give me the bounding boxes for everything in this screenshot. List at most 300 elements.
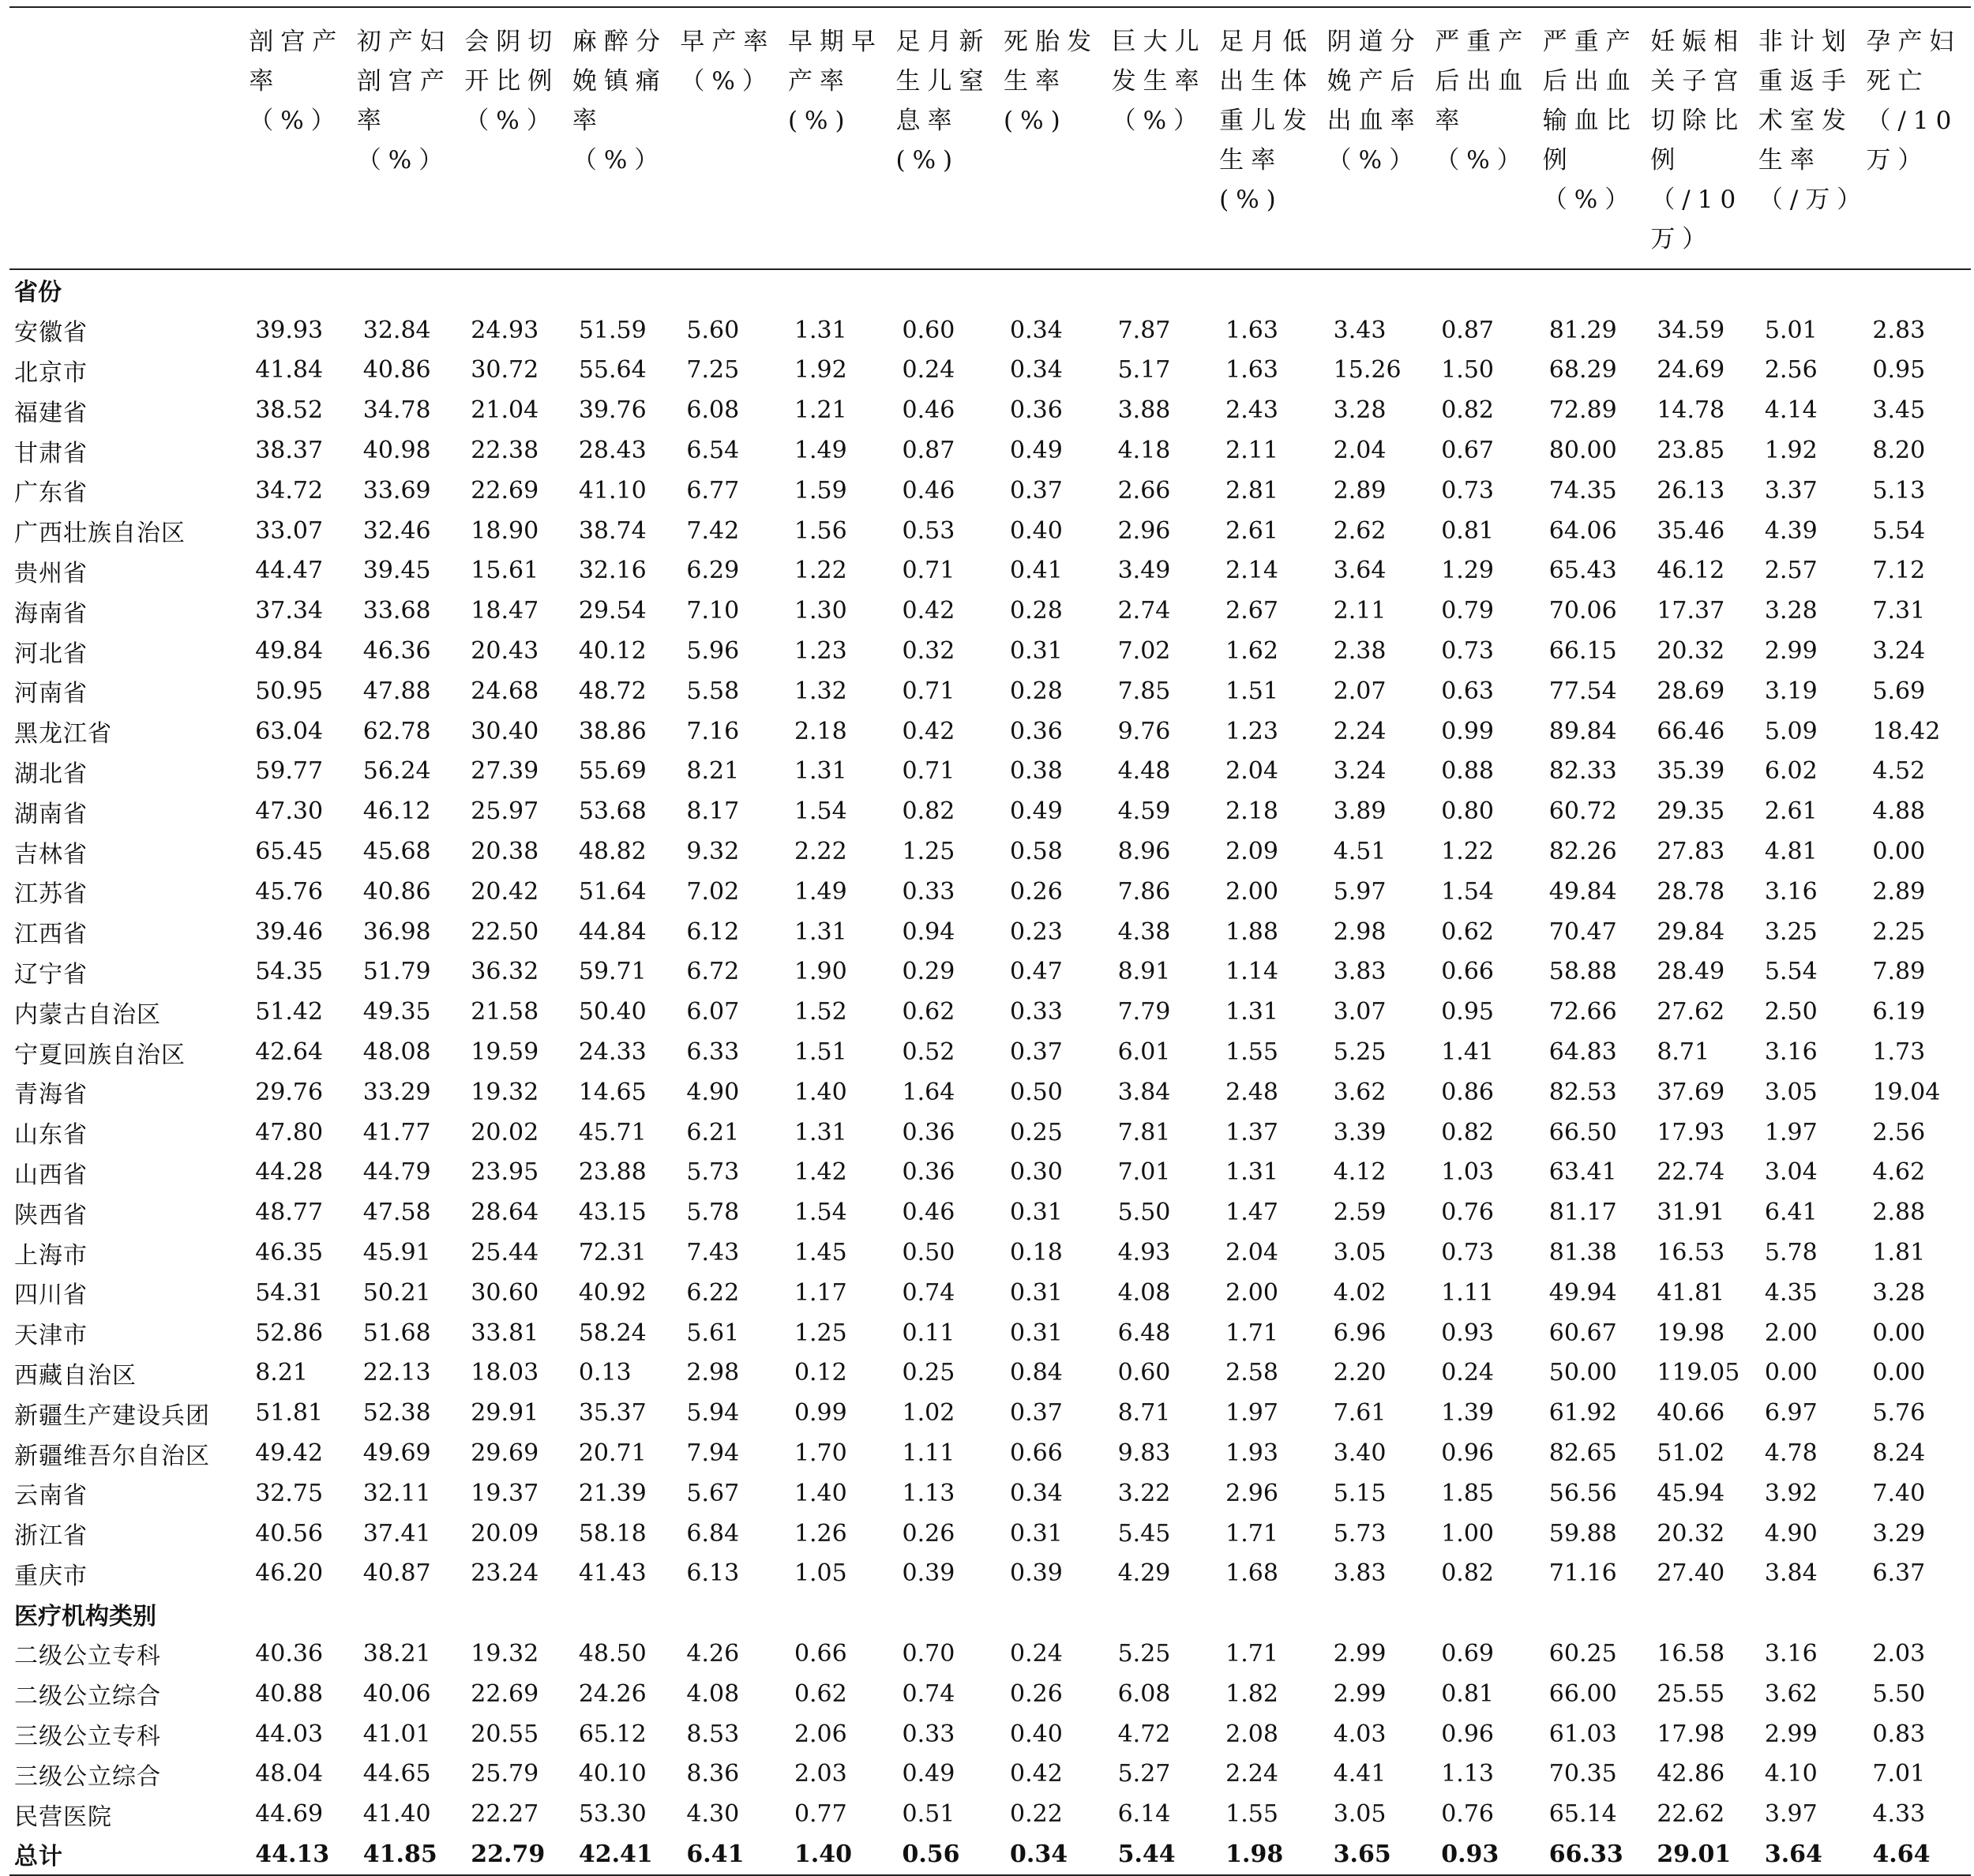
table-row [9, 631, 1971, 671]
table-cell: 1.63 [1225, 316, 1278, 344]
table-cell: 2.06 [794, 1720, 847, 1748]
table-cell: 4.30 [686, 1800, 740, 1829]
table-cell: 2.67 [1225, 597, 1278, 625]
table-cell: 18.42 [1872, 717, 1941, 745]
table-cell: 2.58 [1225, 1359, 1278, 1387]
table-cell: 6.54 [686, 437, 740, 465]
table-cell: 1.32 [794, 677, 847, 705]
row-label: 陕西省 [14, 1201, 88, 1229]
table-cell: 33.68 [362, 597, 431, 625]
table-row [9, 1754, 1971, 1794]
table-cell: 6.14 [1117, 1800, 1171, 1829]
table-cell: 0.00 [1872, 1319, 1926, 1347]
column-header: 初产妇剖宫产率（%） [354, 7, 462, 269]
table-cell: 18.90 [471, 516, 539, 545]
table-cell: 28.78 [1657, 877, 1725, 906]
table-cell: 27.62 [1657, 998, 1725, 1026]
table-cell: 3.37 [1764, 476, 1818, 505]
table-cell: 7.81 [1117, 1118, 1171, 1146]
table-cell: 66.50 [1548, 1118, 1617, 1146]
table-cell: 27.83 [1657, 838, 1725, 866]
table-cell: 0.50 [902, 1239, 955, 1267]
table-cell: 0.22 [1010, 1800, 1063, 1829]
table-cell: 1.45 [794, 1239, 847, 1267]
table-cell: 3.65 [1324, 1834, 1432, 1875]
table-cell: 0.58 [1010, 838, 1063, 866]
table-cell: 6.07 [686, 998, 740, 1026]
table-cell: 64.83 [1548, 1038, 1617, 1067]
table-cell: 65.12 [578, 1720, 647, 1748]
column-header: 足月新生儿窒息率(%) [892, 7, 1000, 269]
row-label: 湖南省 [14, 800, 88, 828]
table-cell: 5.45 [1117, 1519, 1171, 1548]
table-cell: 3.29 [1872, 1519, 1926, 1548]
table-cell: 0.63 [1441, 677, 1495, 705]
table-cell: 0.34 [1010, 316, 1063, 344]
table-cell: 6.19 [1872, 998, 1926, 1026]
table-cell: 41.40 [362, 1800, 431, 1829]
table-cell: 18.03 [471, 1359, 539, 1387]
table-cell: 1.64 [902, 1078, 955, 1106]
table-cell: 0.73 [1441, 1239, 1495, 1267]
table-cell: 4.35 [1764, 1278, 1818, 1307]
table-cell: 2.48 [1225, 1078, 1278, 1106]
table-cell: 22.69 [471, 1679, 539, 1708]
table-cell: 3.45 [1872, 396, 1926, 425]
table-cell: 2.98 [686, 1359, 740, 1387]
table-cell: 0.82 [1441, 396, 1495, 425]
table-cell: 3.64 [1333, 557, 1387, 585]
table-cell: 22.50 [471, 917, 539, 946]
table-cell: 4.78 [1764, 1439, 1818, 1467]
table-cell: 82.26 [1548, 838, 1617, 866]
header-row [9, 7, 1971, 269]
table-cell: 2.38 [1333, 637, 1387, 666]
table-cell: 44.47 [255, 557, 324, 585]
table-cell: 20.32 [1657, 637, 1725, 666]
table-cell: 8.71 [1657, 1038, 1710, 1067]
row-label: 青海省 [14, 1081, 88, 1109]
table-cell: 7.01 [1872, 1760, 1926, 1788]
table-cell: 0.81 [1441, 1679, 1495, 1708]
table-row [9, 1072, 1971, 1112]
table-cell: 3.22 [1117, 1479, 1171, 1507]
table-cell: 2.25 [1872, 917, 1926, 946]
table-cell: 0.62 [1441, 917, 1495, 946]
table-cell: 40.06 [362, 1679, 431, 1708]
table-cell: 0.74 [902, 1679, 955, 1708]
table-cell: 0.24 [1010, 1639, 1063, 1668]
table-cell: 1.62 [1225, 637, 1278, 666]
table-cell: 7.02 [1117, 637, 1171, 666]
table-cell: 5.15 [1333, 1479, 1387, 1507]
table-cell: 48.50 [578, 1639, 647, 1668]
table-cell: 29.91 [471, 1399, 539, 1428]
table-cell: 0.73 [1441, 637, 1495, 666]
table-cell: 5.97 [1333, 877, 1387, 906]
table-cell: 4.12 [1333, 1158, 1387, 1187]
table-cell: 51.42 [255, 998, 324, 1026]
table-cell: 0.36 [1010, 396, 1063, 425]
table-cell: 63.04 [255, 717, 324, 745]
table-cell: 1.22 [1441, 838, 1495, 866]
table-cell: 4.14 [1764, 396, 1818, 425]
table-cell: 7.79 [1117, 998, 1171, 1026]
table-cell: 6.12 [686, 917, 740, 946]
table-cell: 40.56 [255, 1519, 324, 1548]
table-cell: 4.02 [1333, 1278, 1387, 1307]
table-cell: 2.99 [1333, 1639, 1387, 1668]
row-label: 山西省 [14, 1161, 88, 1189]
table-cell: 2.61 [1225, 516, 1278, 545]
table-cell: 34.78 [362, 396, 431, 425]
table-cell: 15.26 [1333, 356, 1402, 385]
table-cell: 1.31 [794, 1118, 847, 1146]
table-cell: 49.42 [255, 1439, 324, 1467]
table-row [9, 390, 1971, 430]
table-cell: 29.69 [471, 1439, 539, 1467]
table-cell: 6.84 [686, 1519, 740, 1548]
table-cell: 2.09 [1225, 838, 1278, 866]
table-cell: 54.31 [255, 1278, 324, 1307]
table-cell: 1.05 [794, 1559, 847, 1588]
table-cell: 66.15 [1548, 637, 1617, 666]
table-cell: 0.40 [1010, 516, 1063, 545]
table-cell: 33.29 [362, 1078, 431, 1106]
table-cell: 41.81 [1657, 1278, 1725, 1307]
table-cell: 5.54 [1764, 958, 1818, 986]
table-cell: 6.33 [686, 1038, 740, 1067]
table-cell: 35.37 [578, 1399, 647, 1428]
table-row [9, 1714, 1971, 1754]
table-cell: 1.49 [794, 877, 847, 906]
table-cell: 0.76 [1441, 1199, 1495, 1227]
table-cell: 0.25 [902, 1359, 955, 1387]
table-cell: 1.97 [1225, 1399, 1278, 1428]
table-cell: 0.31 [1010, 1319, 1063, 1347]
table-cell: 0.26 [1010, 1679, 1063, 1708]
table-cell: 44.28 [255, 1158, 324, 1187]
table-row [9, 752, 1971, 792]
table-cell: 0.94 [902, 917, 955, 946]
table-cell: 0.82 [1441, 1118, 1495, 1146]
table-cell: 41.84 [255, 356, 324, 385]
table-cell: 2.11 [1225, 437, 1278, 465]
table-cell: 1.51 [1225, 677, 1278, 705]
table-cell: 45.76 [255, 877, 324, 906]
row-label: 广西壮族自治区 [14, 520, 186, 548]
table-cell: 4.33 [1872, 1800, 1926, 1829]
table-cell: 1.88 [1225, 917, 1278, 946]
table-cell: 7.02 [686, 877, 740, 906]
table-cell: 64.06 [1548, 516, 1617, 545]
table-cell: 14.65 [578, 1078, 647, 1106]
table-cell: 0.49 [902, 1760, 955, 1788]
table-cell: 23.95 [471, 1158, 539, 1187]
table-cell: 4.18 [1117, 437, 1171, 465]
table-cell: 1.54 [794, 1199, 847, 1227]
table-cell: 0.36 [902, 1118, 955, 1146]
table-cell: 17.98 [1657, 1720, 1725, 1748]
table-cell: 4.08 [1117, 1278, 1171, 1307]
table-cell: 0.49 [1010, 437, 1063, 465]
table-cell: 7.10 [686, 597, 740, 625]
table-cell: 7.12 [1872, 557, 1926, 585]
table-cell: 28.49 [1657, 958, 1725, 986]
table-cell: 8.53 [686, 1720, 740, 1748]
table-cell: 4.64 [1863, 1834, 1971, 1875]
row-label: 总计 [9, 1834, 246, 1875]
table-cell: 1.40 [794, 1479, 847, 1507]
table-cell: 0.49 [1010, 797, 1063, 826]
table-cell: 7.94 [686, 1439, 740, 1467]
header-empty-cell [9, 7, 246, 269]
table-cell: 0.46 [902, 1199, 955, 1227]
table-cell: 3.62 [1333, 1078, 1387, 1106]
table-cell: 25.97 [471, 797, 539, 826]
row-label: 福建省 [14, 399, 88, 427]
table-cell: 0.24 [1441, 1359, 1495, 1387]
table-cell: 1.11 [902, 1439, 955, 1467]
table-cell: 2.04 [1333, 437, 1387, 465]
table-cell: 24.68 [471, 677, 539, 705]
table-cell: 5.50 [1117, 1199, 1171, 1227]
row-label: 江苏省 [14, 880, 88, 909]
row-label: 二级公立专科 [14, 1642, 161, 1671]
table-cell: 21.04 [471, 396, 539, 425]
table-cell: 51.79 [362, 958, 431, 986]
table-cell: 0.37 [1010, 1399, 1063, 1428]
table-cell: 1.25 [902, 838, 955, 866]
table-cell: 0.79 [1441, 597, 1495, 625]
table-cell: 82.65 [1548, 1439, 1617, 1467]
table-cell: 37.69 [1657, 1078, 1725, 1106]
table-cell: 4.10 [1764, 1760, 1818, 1788]
table-cell: 58.18 [578, 1519, 647, 1548]
table-row [9, 1794, 1971, 1834]
column-header: 麻醉分娩镇痛率（%） [569, 7, 677, 269]
table-cell: 0.25 [1010, 1118, 1063, 1146]
table-cell: 8.36 [686, 1760, 740, 1788]
table-cell: 0.87 [902, 437, 955, 465]
table-cell: 0.26 [902, 1519, 955, 1548]
table-row [9, 471, 1971, 511]
table-cell: 44.84 [578, 917, 647, 946]
table-cell: 6.97 [1764, 1399, 1818, 1428]
table-cell: 44.03 [255, 1720, 324, 1748]
table-cell: 2.20 [1333, 1359, 1387, 1387]
table-cell: 0.93 [1441, 1319, 1495, 1347]
table-row [9, 591, 1971, 631]
table-cell: 52.86 [255, 1319, 324, 1347]
table-cell: 47.30 [255, 797, 324, 826]
table-cell: 39.46 [255, 917, 324, 946]
table-cell: 0.60 [1117, 1359, 1171, 1387]
table-cell: 1.11 [1441, 1278, 1495, 1307]
table-cell: 53.30 [578, 1800, 647, 1829]
table-cell: 0.40 [1010, 1720, 1063, 1748]
table-row [9, 430, 1971, 471]
table-cell: 7.25 [686, 356, 740, 385]
table-cell: 0.47 [1010, 958, 1063, 986]
row-label: 天津市 [14, 1322, 88, 1350]
table-cell: 0.96 [1441, 1720, 1495, 1748]
table-cell: 1.54 [794, 797, 847, 826]
table-cell: 4.90 [1764, 1519, 1818, 1548]
table-cell: 9.83 [1117, 1439, 1171, 1467]
table-cell: 0.71 [902, 677, 955, 705]
row-label: 云南省 [14, 1482, 88, 1510]
table-cell: 20.55 [471, 1720, 539, 1748]
table-cell: 44.79 [362, 1158, 431, 1187]
table-cell: 0.00 [1764, 1359, 1818, 1387]
row-label: 三级公立专科 [14, 1723, 161, 1751]
table-row [9, 1554, 1971, 1594]
table-cell: 51.68 [362, 1319, 431, 1347]
table-cell: 1.31 [1225, 998, 1278, 1026]
table-cell: 0.66 [1441, 958, 1495, 986]
table-cell: 2.89 [1872, 877, 1926, 906]
table-cell: 1.97 [1764, 1118, 1818, 1146]
table-cell: 1.25 [794, 1319, 847, 1347]
table-cell: 2.00 [1764, 1319, 1818, 1347]
table-cell: 0.38 [1010, 757, 1063, 786]
table-cell: 9.32 [686, 838, 740, 866]
table-cell: 42.64 [255, 1038, 324, 1067]
column-header: 严重产后出血输血比例（%） [1540, 7, 1648, 269]
table-cell: 0.86 [1441, 1078, 1495, 1106]
table-cell: 38.74 [578, 516, 647, 545]
table-cell: 1.82 [1225, 1679, 1278, 1708]
table-cell: 4.88 [1872, 797, 1926, 826]
table-cell: 2.24 [1225, 1760, 1278, 1788]
table-cell: 4.93 [1117, 1239, 1171, 1267]
table-body [9, 269, 1971, 1875]
table-cell: 1.13 [1441, 1760, 1495, 1788]
row-label: 宁夏回族自治区 [14, 1041, 186, 1069]
table-cell: 82.33 [1548, 757, 1617, 786]
table-cell: 5.25 [1117, 1639, 1171, 1668]
row-label: 内蒙古自治区 [14, 1000, 161, 1029]
table-cell: 2.99 [1333, 1679, 1387, 1708]
table-row [9, 1233, 1971, 1273]
row-label: 二级公立综合 [14, 1683, 161, 1711]
table-cell: 0.41 [1010, 557, 1063, 585]
column-header: 早产率（%） [677, 7, 785, 269]
table-cell: 25.79 [471, 1760, 539, 1788]
table-cell: 16.53 [1657, 1239, 1725, 1267]
table-cell: 1.59 [794, 476, 847, 505]
table-cell: 0.36 [1010, 717, 1063, 745]
statistics-table-container [9, 6, 1971, 1876]
table-cell: 1.47 [1225, 1199, 1278, 1227]
column-header: 死胎发生率(%) [1000, 7, 1109, 269]
table-cell: 40.36 [255, 1639, 324, 1668]
row-label: 新疆生产建设兵团 [14, 1401, 210, 1430]
table-cell: 23.88 [578, 1158, 647, 1187]
table-cell: 6.21 [686, 1118, 740, 1146]
table-cell: 0.39 [1010, 1559, 1063, 1588]
table-cell: 0.39 [902, 1559, 955, 1588]
table-cell: 48.72 [578, 677, 647, 705]
section-title: 省份 [14, 279, 62, 307]
table-cell: 1.71 [1225, 1519, 1278, 1548]
table-cell: 0.31 [1010, 1199, 1063, 1227]
table-cell: 42.41 [569, 1834, 677, 1875]
table-cell: 59.71 [578, 958, 647, 986]
table-cell: 0.28 [1010, 677, 1063, 705]
table-cell: 14.78 [1657, 396, 1725, 425]
table-cell: 46.35 [255, 1239, 324, 1267]
table-row [9, 912, 1971, 952]
table-cell: 0.56 [892, 1834, 1000, 1875]
table-cell: 2.98 [1333, 917, 1387, 946]
table-cell: 6.22 [686, 1278, 740, 1307]
table-cell: 6.48 [1117, 1319, 1171, 1347]
table-cell: 5.25 [1333, 1038, 1387, 1067]
table-cell: 5.76 [1872, 1399, 1926, 1428]
table-row [9, 1112, 1971, 1153]
table-cell: 0.83 [1872, 1720, 1926, 1748]
table-cell: 2.62 [1333, 516, 1387, 545]
table-cell: 0.53 [902, 516, 955, 545]
table-cell: 3.92 [1764, 1479, 1818, 1507]
table-cell: 2.07 [1333, 677, 1387, 705]
table-cell: 33.07 [255, 516, 324, 545]
row-label: 河南省 [14, 680, 88, 708]
table-cell: 41.85 [354, 1834, 462, 1875]
table-cell: 82.53 [1548, 1078, 1617, 1106]
table-cell: 5.01 [1764, 316, 1818, 344]
table-cell: 4.08 [686, 1679, 740, 1708]
column-header: 孕产妇死亡（/10万） [1863, 7, 1971, 269]
table-cell: 0.31 [1010, 637, 1063, 666]
table-cell: 0.87 [1441, 316, 1495, 344]
table-cell: 1.31 [794, 757, 847, 786]
table-cell: 48.82 [578, 838, 647, 866]
table-cell: 8.71 [1117, 1399, 1171, 1428]
table-cell: 1.42 [794, 1158, 847, 1187]
table-cell: 54.35 [255, 958, 324, 986]
table-cell: 0.31 [1010, 1519, 1063, 1548]
table-cell: 0.76 [1441, 1800, 1495, 1829]
row-label: 新疆维吾尔自治区 [14, 1442, 210, 1470]
table-cell: 0.32 [902, 637, 955, 666]
table-cell: 41.01 [362, 1720, 431, 1748]
table-cell: 1.68 [1225, 1559, 1278, 1588]
table-cell: 3.43 [1333, 316, 1387, 344]
table-cell: 48.04 [255, 1760, 324, 1788]
table-cell: 66.33 [1540, 1834, 1648, 1875]
table-cell: 3.28 [1764, 597, 1818, 625]
table-cell: 1.56 [794, 516, 847, 545]
table-cell: 2.88 [1872, 1199, 1926, 1227]
table-cell: 21.58 [471, 998, 539, 1026]
table-cell: 70.47 [1548, 917, 1617, 946]
table-cell: 7.31 [1872, 597, 1926, 625]
table-cell: 2.89 [1333, 476, 1387, 505]
table-cell: 22.38 [471, 437, 539, 465]
table-cell: 38.86 [578, 717, 647, 745]
table-cell: 20.32 [1657, 1519, 1725, 1548]
table-cell: 2.96 [1225, 1479, 1278, 1507]
table-cell: 3.97 [1764, 1800, 1818, 1829]
table-cell: 6.13 [686, 1559, 740, 1588]
table-cell: 3.07 [1333, 998, 1387, 1026]
row-label: 上海市 [14, 1241, 88, 1270]
table-cell: 41.10 [578, 476, 647, 505]
table-cell: 45.68 [362, 838, 431, 866]
